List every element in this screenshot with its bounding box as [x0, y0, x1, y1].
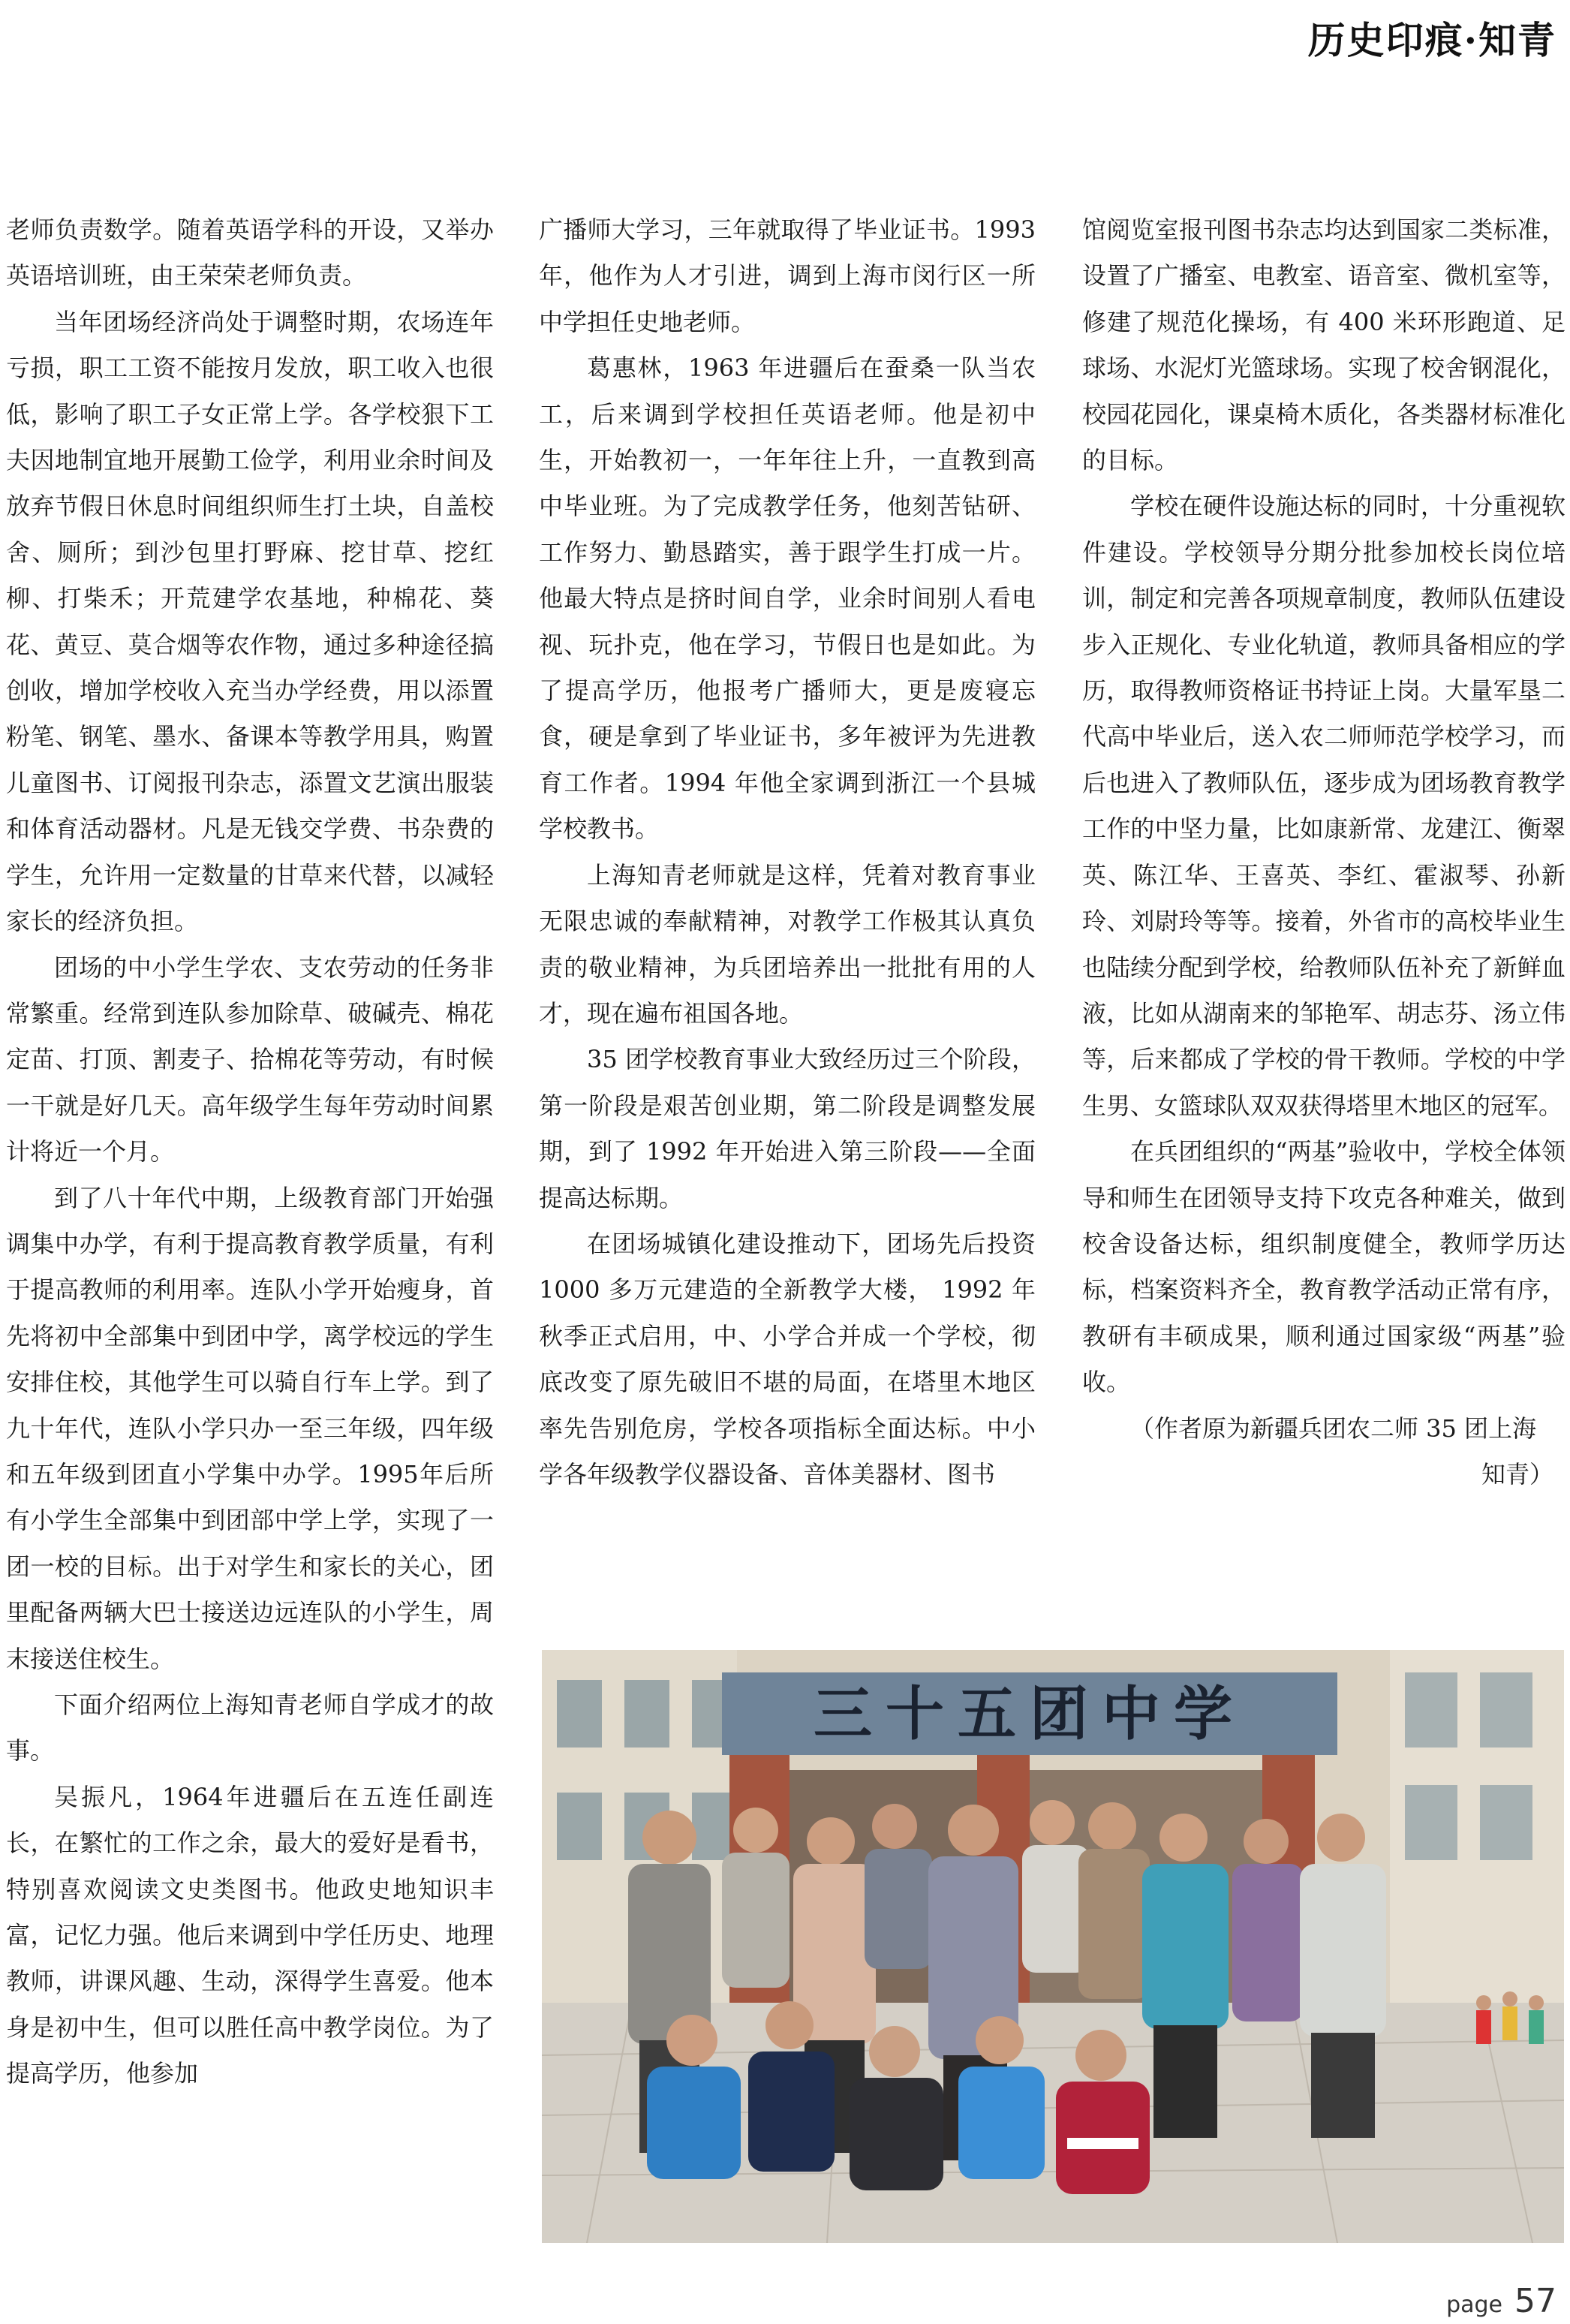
paragraph: 在兵团组织的“两基”验收中，学校全体领导和师生在团领导支持下攻克各种难关，做到校舍设备达标，组织制度健全，教师学历达标，档案资料齐全，教育教学活动正常有序，教研有丰硕成果，顺利通过国家级“两基”验收。 — [1082, 1137, 1565, 1397]
author-byline — [1082, 1406, 1565, 1498]
paragraph: 广播师大学习，三年就取得了毕业证书。1993 年，他作为人才引进，调到上海市闵行区一所中学担任史地老师。 — [539, 215, 1036, 336]
page-footer — [1446, 2282, 1556, 2320]
paragraph: 吴振凡，1964年进疆后在五连任副连长，在繁忙的工作之余，最大的爱好是看书，特别喜欢阅读文史类图书。他政史地知识丰富，记忆力强。他后来调到中学任历史、地理教师，讲课风趣、生动，深得学生喜爱。他本身是初中生，但可以胜任高中教学岗位。为了提高学历，他参加 — [6, 1782, 494, 2088]
group-photo — [542, 1650, 1564, 2243]
text-column-3 — [1082, 207, 1565, 1498]
page-number: 57 — [1514, 2282, 1556, 2320]
section-title: 历史印痕·知青 — [1307, 18, 1556, 62]
text-column-1 — [6, 207, 494, 2097]
paragraph: 下面介绍两位上海知青老师自学成才的故事。 — [6, 1690, 494, 1766]
text-column-2 — [539, 207, 1036, 1498]
paragraph: 到了八十年代中期，上级教育部门开始强调集中办学，有利于提高教育教学质量，有利于提高教师的利用率。连队小学开始瘦身，首先将初中全部集中到团中学，离学校远的学生安排住校，其他学生可以骑自行车上学。到了九十年代，连队小学只办一至三年级，四年级和五年级到团直小学集中办学。1995年后所有小学生全部集中到团部中学上学，实现了一团一校的目标。出于对学生和家长的关心，团里配备两辆大巴士接送边远连队的小学生，周末接送住校生。 — [6, 1183, 494, 1673]
group-photo-illustration — [542, 1650, 1564, 2243]
paragraph: 馆阅览室报刊图书杂志均达到国家二类标准，设置了广播室、电教室、语音室、微机室等，修建了规范化操场，有 400 米环形跑道、足球场、水泥灯光篮球场。实现了校舍钢混化，校园花园化，课桌椅木质化，各类器材标准化的目标。 — [1082, 215, 1565, 475]
paragraph: 当年团场经济尚处于调整时期，农场连年亏损，职工工资不能按月发放，职工收入也很低，影响了职工子女正常上学。各学校狠下工夫因地制宜地开展勤工俭学，利用业余时间及放弃节假日休息时间组织师生打土块，自盖校舍、厕所；到沙包里打野麻、挖甘草、挖红柳、打柴禾；开荒建学农基地，种棉花、葵花、黄豆、莫合烟等农作物，通过多种途径搞创收，增加学校收入充当办学经费，用以添置粉笔、钢笔、墨水、备课本等教学用具，购置儿童图书、订阅报刊杂志，添置文艺演出服装和体育活动器材。凡是无钱交学费、书杂费的学生，允许用一定数量的甘草来代替，以减轻家长的经济负担。 — [6, 307, 494, 936]
byline-text: （作者原为新疆兵团农二师 35 团上海 — [1130, 1413, 1537, 1443]
page-word: page — [1446, 2292, 1502, 2318]
paragraph: 35 团学校教育事业大致经历过三个阶段，第一阶段是艰苦创业期，第二阶段是调整发展期，到了 1992 年开始进入第三阶段——全面提高达标期。 — [539, 1045, 1036, 1212]
school-sign-text: 三十五团中学 — [813, 1680, 1247, 1748]
byline-tail: 知青） — [1481, 1459, 1553, 1489]
paragraph: 葛惠林，1963 年进疆后在蚕桑一队当农工，后来调到学校担任英语老师。他是初中生，开始教初一，一年年往上升，一直教到高中毕业班。为了完成教学任务，他刻苦钻研、工作努力、勤恳踏实，善于跟学生打成一片。他最大特点是挤时间自学，业余时间别人看电视、玩扑克，他在学习，节假日也是如此。为了提高学历，他报考广播师大，更是废寝忘食，硬是拿到了毕业证书，多年被评为先进教育工作者。1994 年他全家调到浙江一个县城学校教书。 — [539, 354, 1036, 844]
paragraph: 老师负责数学。随着英语学科的开设，又举办英语培训班，由王荣荣老师负责。 — [6, 215, 494, 290]
paragraph: 在团场城镇化建设推动下，团场先后投资 1000 多万元建造的全新教学大楼， 1992 年秋季正式启用，中、小学合并成一个学校，彻底改变了原先破旧不堪的局面，在塔里木地区率先告别危房，学校各项指标全面达标。中小学各年级教学仪器设备、音体美器材、图书 — [539, 1229, 1036, 1489]
paragraph: 团场的中小学生学农、支农劳动的任务非常繁重。经常到连队参加除草、破碱壳、棉花定苗、打顶、割麦子、拾棉花等劳动，有时候一干就是好几天。高年级学生每年劳动时间累计将近一个月。 — [6, 953, 494, 1167]
paragraph: 上海知青老师就是这样，凭着对教育事业无限忠诚的奉献精神，对教学工作极其认真负责的敬业精神，为兵团培养出一批批有用的人才，现在遍布祖国各地。 — [539, 860, 1036, 1028]
paragraph: 学校在硬件设施达标的同时，十分重视软件建设。学校领导分期分批参加校长岗位培训，制定和完善各项规章制度，教师队伍建设步入正规化、专业化轨道，教师具备相应的学历，取得教师资格证书持证上岗。大量军垦二代高中毕业后，送入农二师师范学校学习，而后也进入了教师队伍，逐步成为团场教育教学工作的中坚力量，比如康新常、龙建江、衡翠英、陈江华、王喜英、李红、霍淑琴、孙新玲、刘尉玲等等。接着，外省市的高校毕业生也陆续分配到学校，给教师队伍补充了新鲜血液，比如从湖南来的邹艳军、胡志芬、汤立伟等，后来都成了学校的骨干教师。学校的中学生男、女篮球队双双获得塔里木地区的冠军。 — [1082, 492, 1565, 1120]
